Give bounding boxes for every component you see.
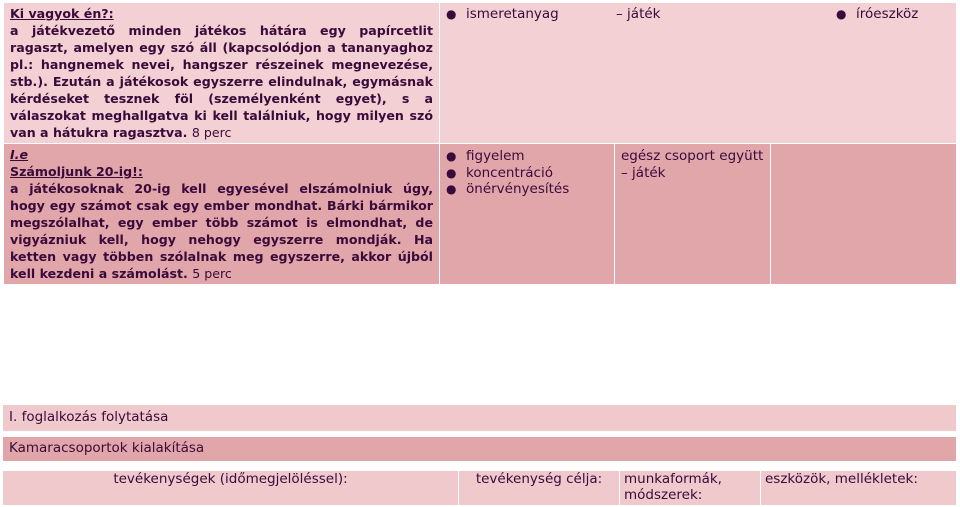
tool-text: íróeszköz xyxy=(856,6,919,22)
task-description: a játékvezető minden játékos hátára egy papírcetlit ragaszt, amelyen egy szó áll (kapcsolódjon a tananyaghoz pl.: hangnemek nevei, hangszer részeinek megnevezése, stb.). Ezután a játékosok egyszerre elindulnak, egymásnak kérdéseket tesznek föl (személyenként egyet), s a válaszokat meghallgatva ki kell találniuk, hogy milyen szó van a hátukra ragasztva. xyxy=(10,23,433,140)
col-goal: tevékenység célja: xyxy=(459,471,619,505)
list-item: ● figyelem xyxy=(446,148,525,164)
bullet-icon: ● xyxy=(836,7,847,21)
form-line: egész csoport együtt xyxy=(621,148,764,164)
task-title: Számoljunk 20-ig!: xyxy=(10,164,143,179)
table-row xyxy=(4,144,957,285)
bullet-icon: ● xyxy=(446,7,457,21)
bullet-icon: ● xyxy=(446,165,457,180)
table-row xyxy=(4,3,957,144)
list-item: ● koncentráció xyxy=(446,164,553,181)
goal-list xyxy=(446,148,608,198)
task-cell xyxy=(4,144,440,285)
task-meta-cell xyxy=(440,3,957,144)
section-subheading: Kamaracsoportok kialakítása xyxy=(3,437,956,461)
task-marker: I.e xyxy=(10,147,29,162)
col-activities: tevékenységek (időmegjelöléssel): xyxy=(3,471,458,505)
tools-cell xyxy=(771,144,957,285)
task-cell xyxy=(4,3,440,144)
col-forms: munkaformák, módszerek: xyxy=(620,471,760,505)
section-heading: I. foglalkozás folytatása xyxy=(3,405,956,431)
task-description: a játékosoknak 20-ig kell egyesével elszámolniuk úgy, hogy egy számot csak egy ember mondhat. Bárki bármikor megszólalhat, egy ember több számot is elmondhat, de vigyázniuk kell, hogy nehogy egyszerre mondják. Ha ketten vagy többen szólalnak meg egyszerre, akkor újból kell kezdeni a számolást. xyxy=(10,181,433,281)
goal-text: ismeretanyag xyxy=(466,6,559,22)
column-headers xyxy=(3,471,956,505)
task-title: Ki vagyok én?: xyxy=(10,6,114,21)
col-tools: eszközök, mellékletek: xyxy=(761,471,956,505)
list-item: ● önérvényesítés xyxy=(446,181,570,197)
form-cell xyxy=(615,144,771,285)
form-line: – játék xyxy=(621,164,666,181)
bullet-icon: ● xyxy=(446,149,457,163)
task-time: 8 perc xyxy=(191,125,232,140)
task-time: 5 perc xyxy=(192,266,232,281)
activity-table xyxy=(3,2,957,285)
form-text: – játék xyxy=(616,6,661,22)
bullet-icon: ● xyxy=(446,182,457,196)
goal-cell xyxy=(440,144,615,285)
